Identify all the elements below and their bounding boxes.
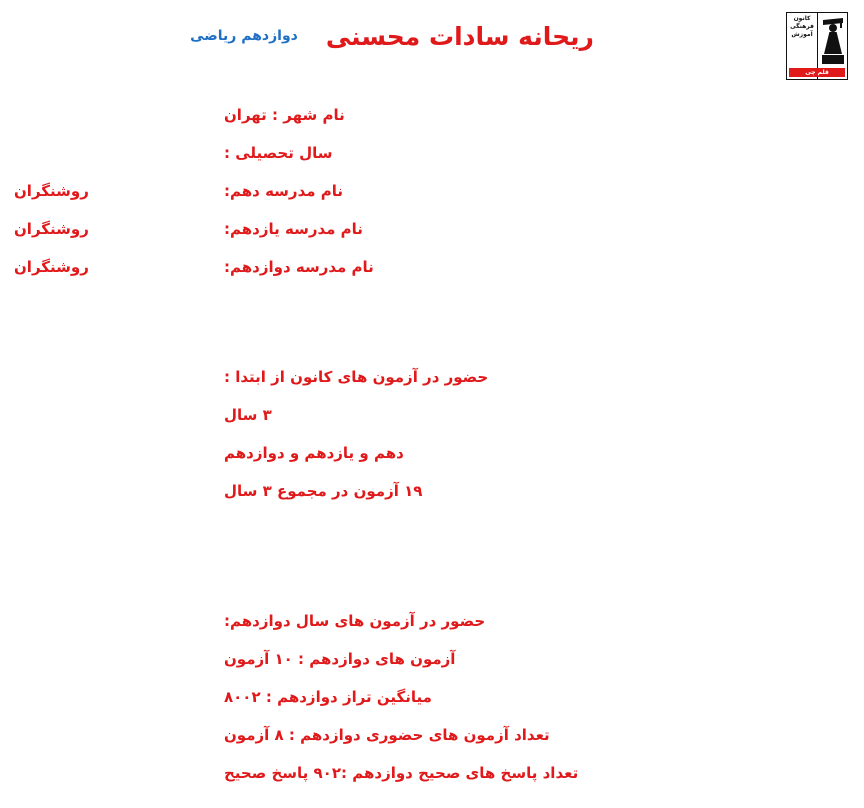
logo-line-2: فرهنگی — [790, 22, 814, 30]
info-label-city: نام شهر : تهران — [224, 106, 345, 124]
section-kanoon-line-3: ۱۹ آزمون در مجموع ۳ سال — [224, 482, 423, 500]
info-row-city — [0, 96, 864, 134]
info-value-school-12: روشنگران — [14, 258, 89, 276]
section-twelfth-row-1 — [0, 640, 864, 678]
section-twelfth-line-1: آزمون های دوازدهم : ۱۰ آزمون — [224, 650, 456, 668]
kanoon-logo — [786, 12, 848, 80]
figure-head-icon — [829, 24, 837, 32]
info-row-school-12 — [0, 248, 864, 286]
section-kanoon-row-3 — [0, 472, 864, 510]
section-kanoon-title-row — [0, 358, 864, 396]
cap-tassel-icon — [840, 20, 842, 28]
section-twelfth-line-4: تعداد پاسخ های صحیح دوازدهم :۹۰۲ پاسخ صحیح — [224, 764, 579, 782]
section-twelfth-row-4 — [0, 754, 864, 792]
info-row-academic-year — [0, 134, 864, 172]
section-twelfth-title-row — [0, 602, 864, 640]
section-twelfth-row-2 — [0, 678, 864, 716]
info-value-school-11: روشنگران — [14, 220, 89, 238]
info-label-school-12: نام مدرسه دوازدهم: — [224, 258, 374, 276]
section-kanoon-row-2 — [0, 434, 864, 472]
logo-badge: قلم چی — [789, 68, 845, 77]
info-value-school-10: روشنگران — [14, 182, 89, 200]
info-row-school-11 — [0, 210, 864, 248]
section-kanoon-line-2: دهم و یازدهم و دوازدهم — [224, 444, 404, 462]
logo-line-3: آموزش — [791, 30, 813, 38]
header — [16, 14, 768, 58]
section-kanoon-history — [0, 358, 864, 510]
section-twelfth-title: حضور در آزمون های سال دوازدهم: — [224, 612, 486, 630]
section-twelfth-row-3 — [0, 716, 864, 754]
grade-major: دوازدهم ریاضی — [190, 28, 298, 44]
section-kanoon-line-1: ۳ سال — [224, 406, 272, 424]
student-name: ریحانه سادات محسنی — [325, 21, 594, 51]
info-row-school-10 — [0, 172, 864, 210]
figure-body-icon — [824, 32, 842, 54]
section-kanoon-row-1 — [0, 396, 864, 434]
book-icon — [822, 55, 844, 64]
info-block — [0, 96, 864, 286]
section-twelfth-exams — [0, 602, 864, 792]
info-label-academic-year: سال تحصیلی : — [224, 144, 333, 162]
logo-line-1: کانون — [793, 15, 811, 22]
info-label-school-10: نام مدرسه دهم: — [224, 182, 343, 200]
section-twelfth-line-3: تعداد آزمون های حضوری دوازدهم : ۸ آزمون — [224, 726, 550, 744]
section-twelfth-line-2: میانگین تراز دوازدهم : ۸۰۰۲ — [224, 688, 432, 706]
section-kanoon-title: حضور در آزمون های کانون از ابتدا : — [224, 368, 489, 386]
info-label-school-11: نام مدرسه یازدهم: — [224, 220, 363, 238]
